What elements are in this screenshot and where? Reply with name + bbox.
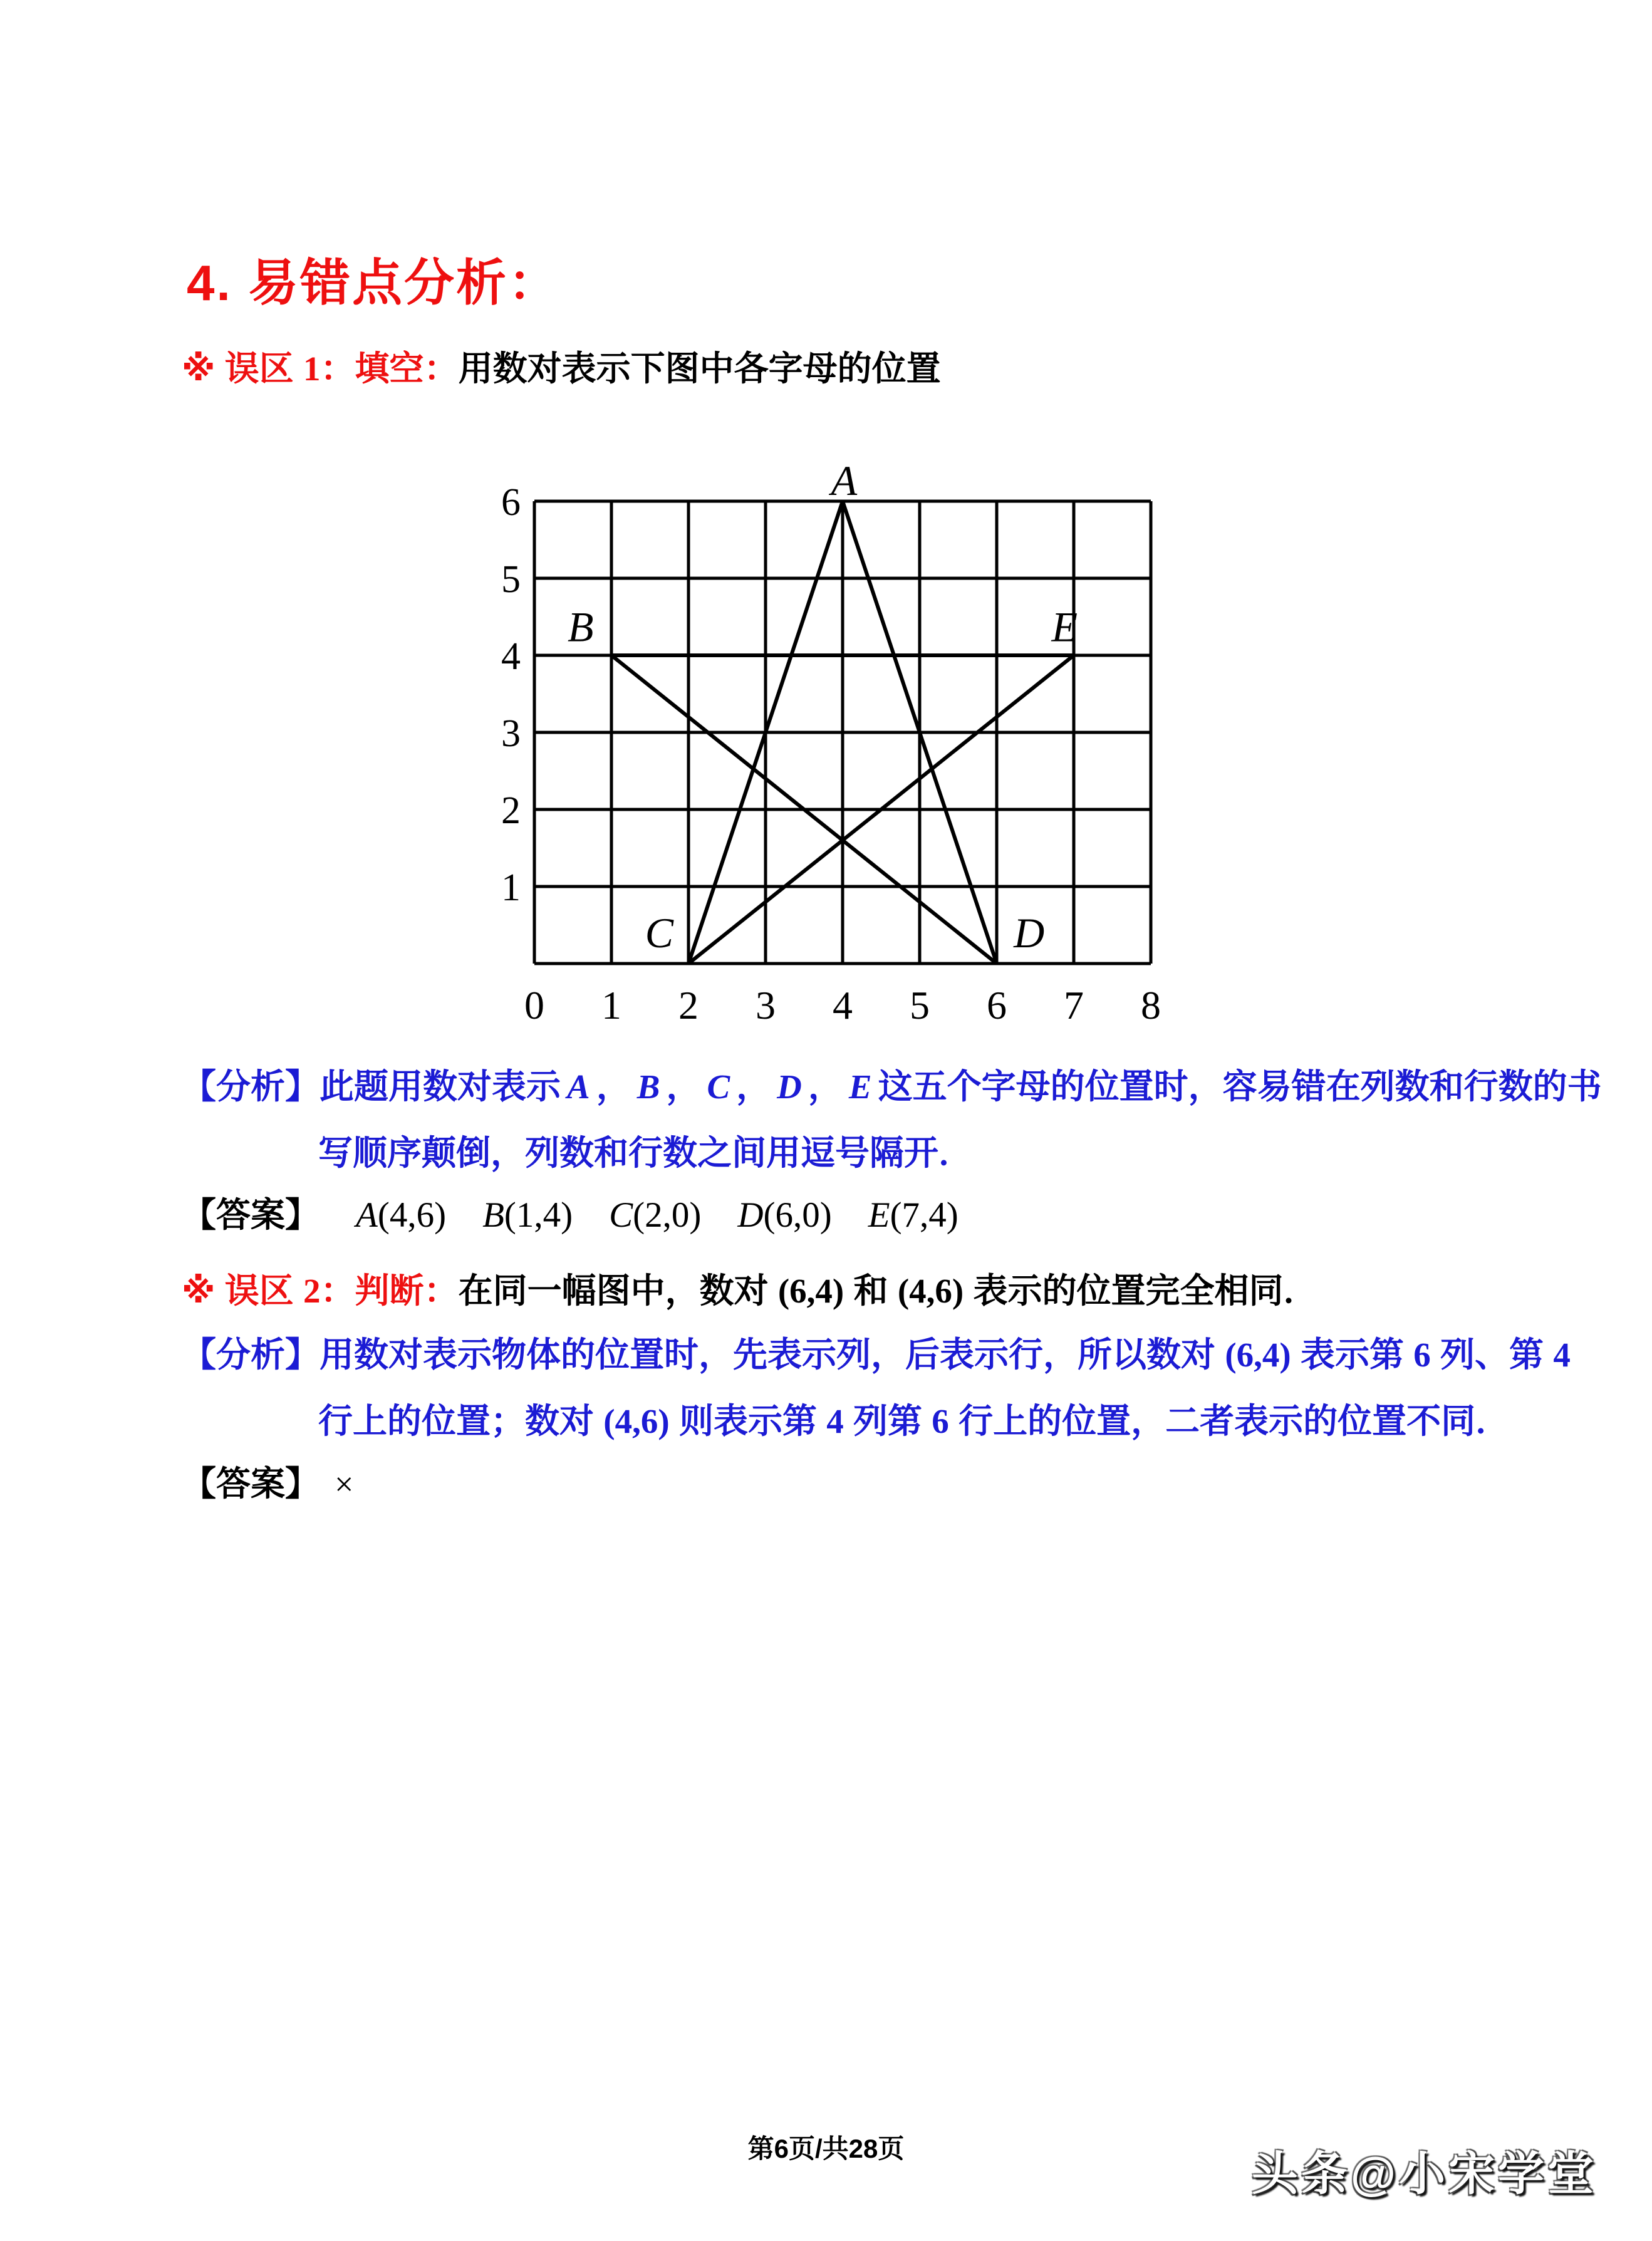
analysis-2-text: 用数对表示物体的位置时，先表示列，后表示行，所以数对	[319, 1335, 1225, 1374]
misconception-2-marker: ※ 误区	[182, 1271, 304, 1310]
coordinate-grid-figure	[491, 455, 1180, 1037]
x-tick-4: 4	[833, 983, 853, 1027]
misconception-1-heading	[182, 347, 941, 391]
x-tick-6: 6	[987, 983, 1007, 1027]
answer-point-c	[609, 1195, 701, 1235]
y-tick-5: 5	[501, 558, 521, 601]
letter-d: D	[777, 1068, 802, 1106]
analysis-2-text: 列第	[843, 1401, 932, 1440]
watermark: 头条@小宋学堂	[1251, 2148, 1597, 2200]
analysis-1-label: 【分析】	[182, 1067, 320, 1106]
answer-2-label: 【答案】	[182, 1464, 320, 1503]
pair-6-4: (6,4)	[777, 1272, 844, 1310]
analysis-1-line-1	[182, 1065, 1602, 1109]
letter-e: E	[848, 1068, 872, 1106]
letter-b: B	[636, 1068, 660, 1106]
answer-pair: (4,6)	[377, 1195, 447, 1235]
misconception-1-question: 用数对表示下图中各字母的位置	[458, 349, 941, 388]
misconception-2-question: 在同一幅图中，数对	[458, 1271, 778, 1310]
misconception-1-marker-colon: ：	[320, 349, 355, 388]
x-tick-2: 2	[678, 983, 699, 1027]
separator: ，	[596, 1068, 631, 1106]
answer-point-d	[737, 1195, 831, 1235]
answer-pair: (2,0)	[633, 1195, 702, 1235]
letter-a: A	[567, 1068, 590, 1106]
analysis-1-line-2: 写顺序颠倒，列数和行数之间用逗号隔开．	[318, 1133, 974, 1172]
misconception-2-number: 2	[303, 1272, 321, 1310]
analysis-2-text: 行上的位置；数对	[318, 1401, 604, 1440]
answer-pair: (7,4)	[890, 1195, 958, 1235]
pair-4-6: (4,6)	[603, 1402, 670, 1440]
y-tick-1: 1	[501, 866, 521, 909]
misconception-2-type: 判断：	[355, 1271, 459, 1310]
point-label-C: C	[645, 908, 673, 957]
misconception-2-heading	[182, 1269, 1318, 1313]
letter-c: C	[707, 1068, 730, 1106]
answer-1-line	[182, 1193, 958, 1237]
analysis-2-text: 行上的位置，二者表示的位置不同．	[948, 1401, 1510, 1440]
answer-2-line	[182, 1462, 353, 1506]
answer-2-value: ×	[335, 1465, 354, 1503]
misconception-1-type: 填空：	[355, 349, 459, 388]
answer-pair: (1,4)	[504, 1195, 573, 1235]
analysis-2-text: 则表示第	[669, 1401, 827, 1440]
point-label-D: D	[1014, 908, 1045, 957]
x-tick-7: 7	[1064, 983, 1084, 1027]
misconception-1-number: 1	[303, 350, 321, 388]
analysis-2-text: 列、第	[1430, 1335, 1554, 1374]
point-label-B: B	[568, 603, 594, 651]
separator: ，	[666, 1068, 701, 1106]
analysis-2-text: 表示第	[1291, 1335, 1414, 1374]
x-tick-3: 3	[756, 983, 776, 1027]
number: 6	[932, 1402, 949, 1440]
point-label-E: E	[1051, 603, 1078, 651]
answer-1-label: 【答案】	[182, 1195, 320, 1234]
answer-letter: B	[482, 1195, 504, 1235]
answer-pair: (6,0)	[763, 1195, 832, 1235]
misconception-1-marker: ※ 误区	[182, 349, 304, 388]
pair-4-6: (4,6)	[897, 1272, 964, 1310]
answer-point-e	[868, 1195, 958, 1235]
answer-letter: C	[609, 1195, 633, 1235]
answer-point-b	[482, 1195, 573, 1235]
x-tick-0: 0	[524, 983, 544, 1027]
answer-letter: A	[356, 1195, 378, 1235]
separator: ，	[808, 1068, 843, 1106]
analysis-1-text-cont: 这五个字母的位置时，容易错在列数和行数的书	[878, 1067, 1602, 1106]
y-tick-6: 6	[501, 481, 521, 524]
analysis-2-label: 【分析】	[182, 1335, 320, 1374]
misconception-2-question: 表示的位置完全相同．	[964, 1271, 1318, 1310]
analysis-1-text: 此题用数对表示	[319, 1067, 561, 1106]
number: 4	[1553, 1336, 1571, 1374]
y-tick-3: 3	[501, 712, 521, 755]
answer-letter: D	[737, 1195, 764, 1235]
answer-letter: E	[868, 1195, 890, 1235]
y-tick-2: 2	[501, 789, 521, 832]
x-tick-1: 1	[601, 983, 621, 1027]
misconception-2-question: 和	[844, 1271, 898, 1310]
page-number: 第6页/共28页	[747, 2134, 905, 2163]
separator: ，	[736, 1068, 771, 1106]
analysis-2-line-1	[182, 1333, 1571, 1377]
analysis-2-line-2	[318, 1400, 1510, 1443]
misconception-2-marker-colon: ：	[320, 1271, 355, 1310]
number: 6	[1413, 1336, 1431, 1374]
page-title: 4. 易错点分析：	[187, 255, 560, 311]
y-tick-4: 4	[501, 635, 521, 678]
x-tick-8: 8	[1141, 983, 1161, 1027]
pair-6-4: (6,4)	[1225, 1336, 1291, 1374]
point-label-A: A	[831, 456, 858, 504]
number: 4	[826, 1402, 844, 1440]
grid-star-svg	[491, 455, 1180, 1037]
x-tick-5: 5	[910, 983, 930, 1027]
answer-point-a	[356, 1195, 446, 1235]
